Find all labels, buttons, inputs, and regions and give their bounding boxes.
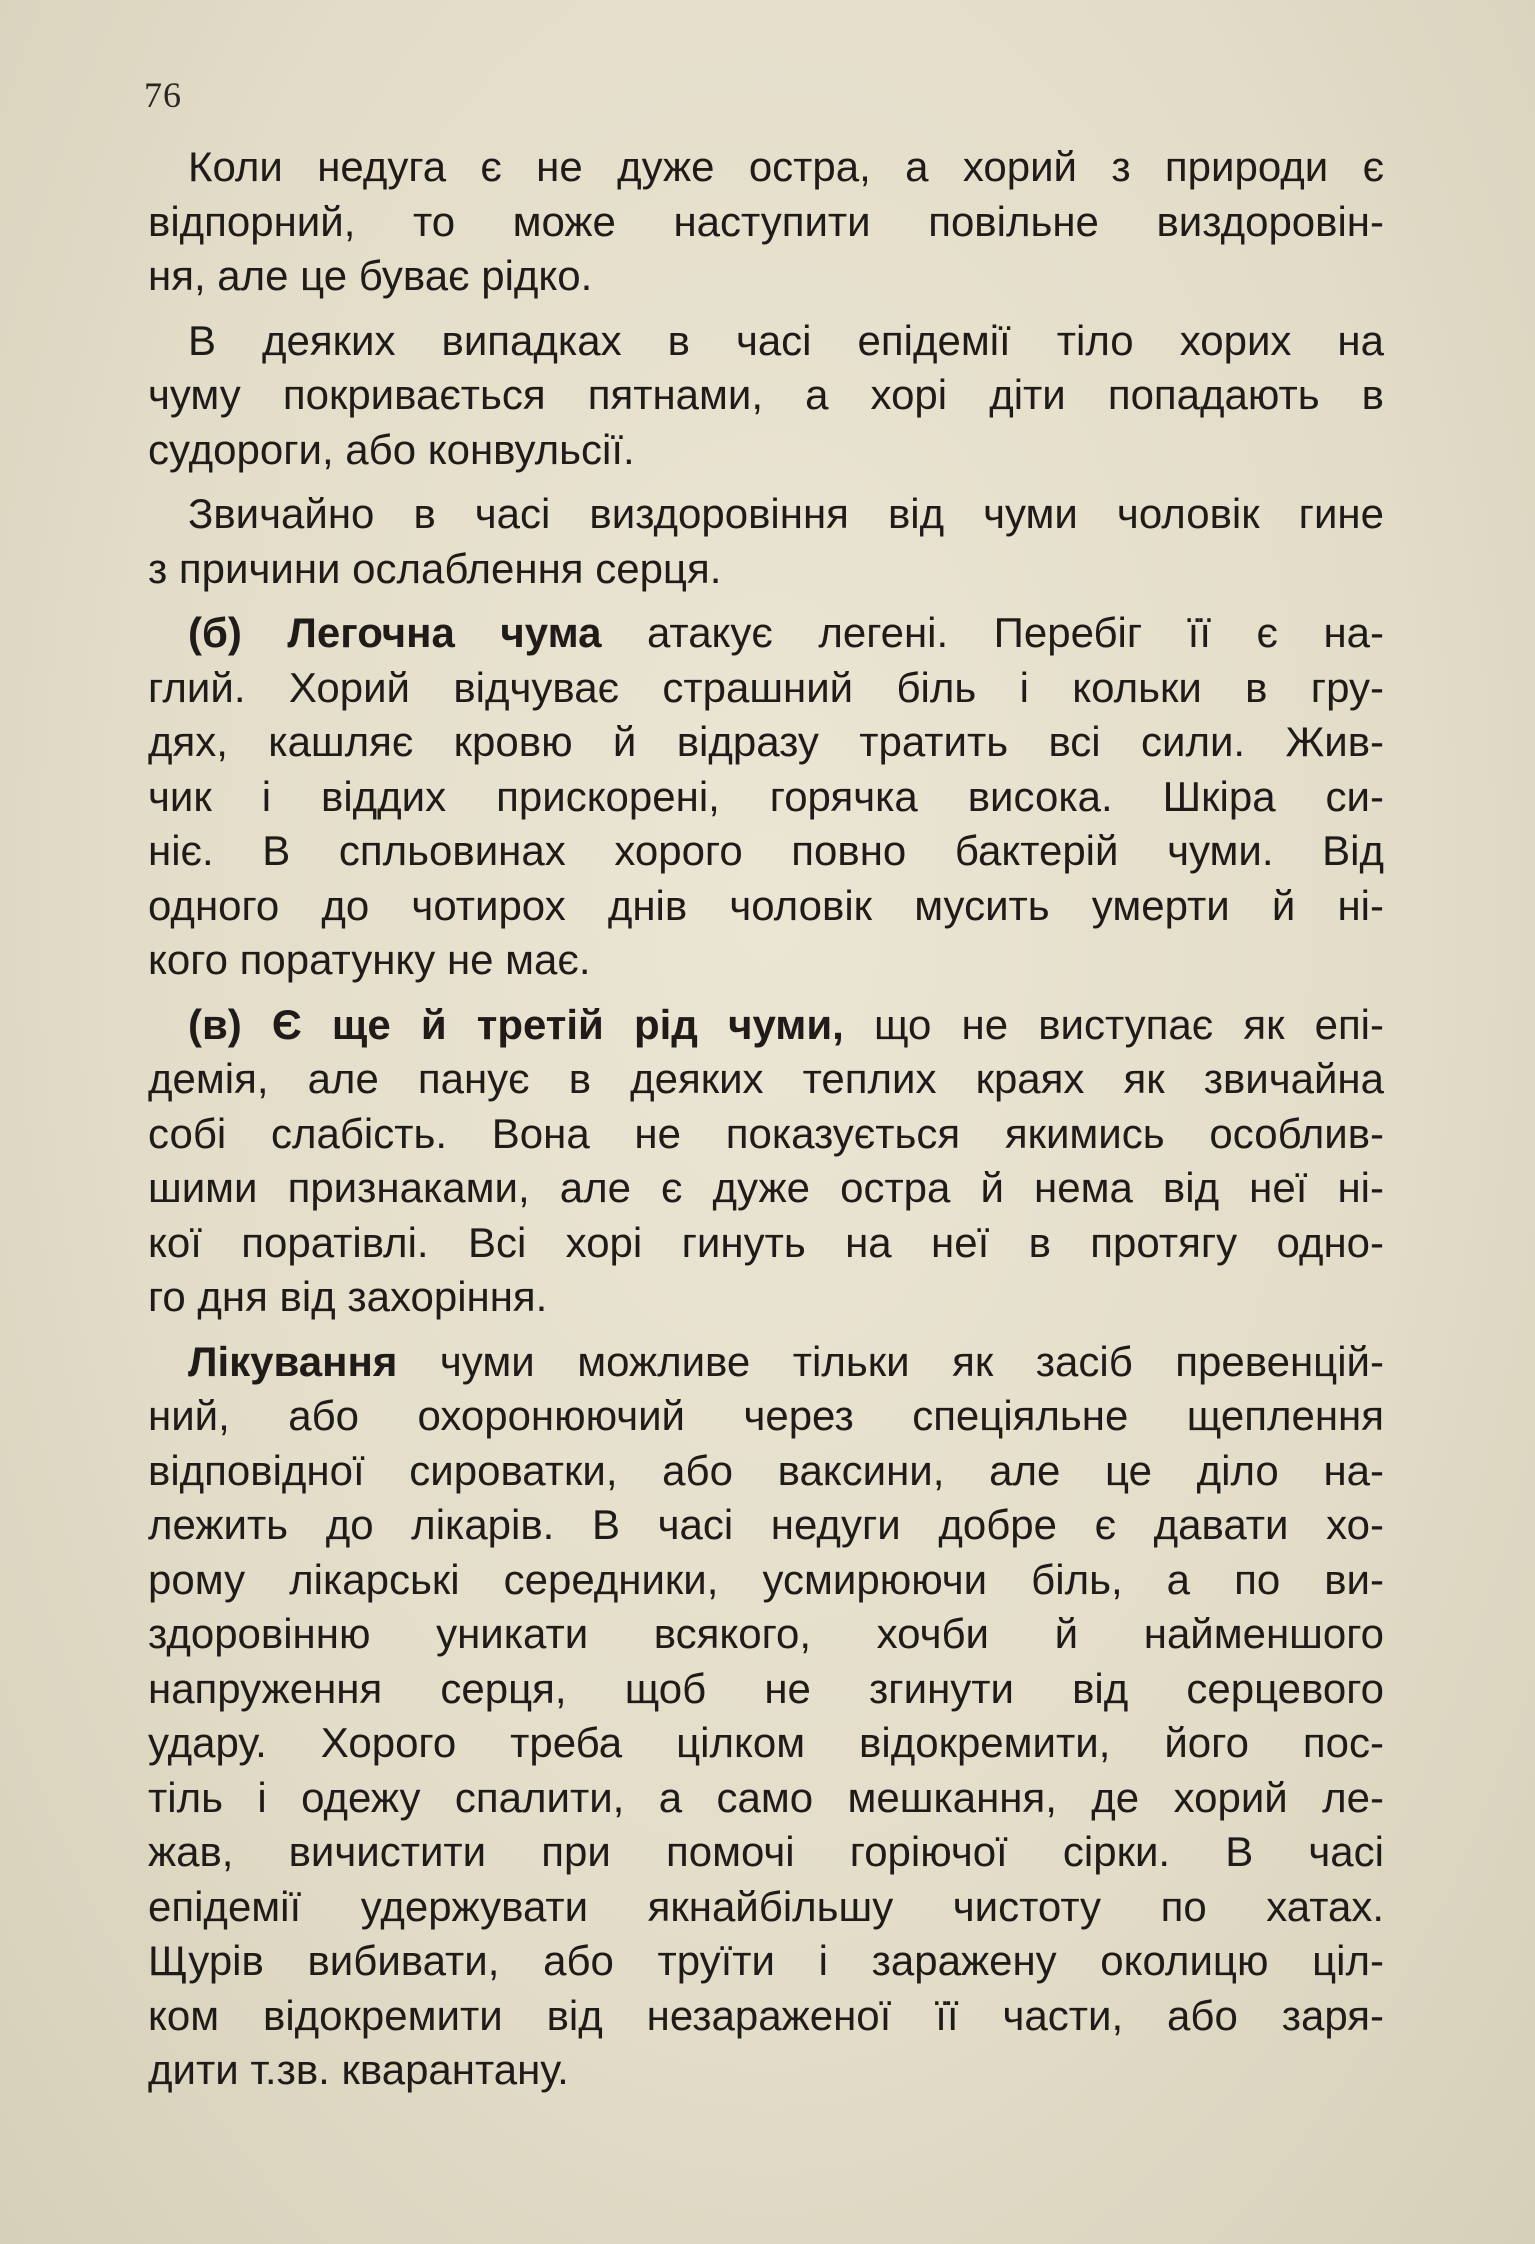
paragraph (148, 998, 1384, 1325)
text-line: го дня від захоріння. (148, 1273, 548, 1320)
text-line: дити т.зв. кварантану. (148, 2046, 569, 2093)
text-line: кого поратунку не має. (148, 936, 591, 983)
section-heading: (в) Є ще й третій рід чуми, (188, 1000, 844, 1048)
text-line: В деяких випадках в часі епідемії тіло хорих на (188, 316, 1384, 364)
text-line: ний, або охоронюючий через спеціяльне щеплення (148, 1392, 1384, 1439)
text-line: глий. Хорий відчуває страшний біль і кольки в гру- (148, 663, 1384, 711)
text-line: здоровінню уникати всякого, хочби й найменшого (148, 1610, 1384, 1657)
text-line: Звичайно в часі виздоровіння від чуми чоловік гине (188, 490, 1384, 537)
body-text (148, 140, 1384, 2108)
text-line: ніє. В спльовинах хорого повно бактерій чуми. Від (148, 827, 1384, 874)
page-number: 76 (144, 75, 182, 115)
text-line: з причини ослаблення серця. (148, 544, 722, 592)
paragraph (148, 487, 1384, 596)
text-line: шими признаками, але є дуже остра й нема від неї ні- (148, 1164, 1384, 1211)
text-line: кої поратівлі. Всі хорі гинуть на неї в протягу одно- (148, 1218, 1384, 1266)
text-line: Коли недуга є не дуже остра, а хорий з природи є (188, 143, 1384, 190)
text-line: (б) Легочна чума атакує легені. Перебіг її є на- (188, 609, 1384, 656)
text-line: дях, кашляє кровю й відразу тратить всі сили. Жив- (148, 718, 1384, 765)
text-line: лежить до лікарів. В часі недуги добре є давати хо- (148, 1501, 1384, 1548)
text-line: (в) Є ще й третій рід чуми, що не виступає як епі- (188, 1000, 1384, 1048)
text-line: Лікування чуми можливе тільки як засіб превенцій- (188, 1337, 1384, 1385)
text-line: епідемії удержувати якнайбільшу чистоту по хатах. (148, 1882, 1384, 1930)
text-line: демія, але панує в деяких теплих краях як звичайна (148, 1055, 1384, 1102)
text-line: рому лікарські середники, усмирюючи біль, а по ви- (148, 1555, 1384, 1603)
paragraph (148, 606, 1384, 988)
text-line: напруження серця, щоб не згинути від серцевого (148, 1664, 1384, 1712)
text-line: собі слабість. Вона не показується якимись особлив- (148, 1109, 1384, 1157)
text-line: ком відокремити від незараженої її части, або заря- (148, 1991, 1384, 2039)
paragraph (148, 1335, 1384, 2098)
text-line: жав, вичистити при помочі горіючої сірки. В часі (148, 1828, 1384, 1875)
paragraph (148, 314, 1384, 478)
text-line: чуму покривається пятнами, а хорі діти попадають в (148, 371, 1384, 418)
text-line: судороги, або конвульсії. (148, 425, 635, 473)
text-line: удару. Хорого треба цілком відокремити, його пос- (148, 1719, 1384, 1766)
section-heading: (б) Легочна чума (188, 609, 602, 656)
text-line: тіль і одежу спалити, а само мешкання, де хорий ле- (148, 1773, 1384, 1821)
paragraph (148, 140, 1384, 304)
text-line: ня, але це буває рідко. (148, 252, 593, 299)
section-heading: Лікування (188, 1337, 398, 1385)
text-line: чик і віддих прискорені, горячка висока. Шкіра си- (148, 772, 1384, 820)
text-line: одного до чотирох днів чоловік мусить умерти й ні- (148, 881, 1384, 929)
text-line: відпорний, то може наступити повільне виздоровін- (148, 197, 1384, 245)
text-line: відповідної сироватки, або ваксини, але це діло на- (148, 1446, 1384, 1494)
text-line: Щурів вибивати, або труїти і заражену околицю ціл- (148, 1937, 1384, 1984)
